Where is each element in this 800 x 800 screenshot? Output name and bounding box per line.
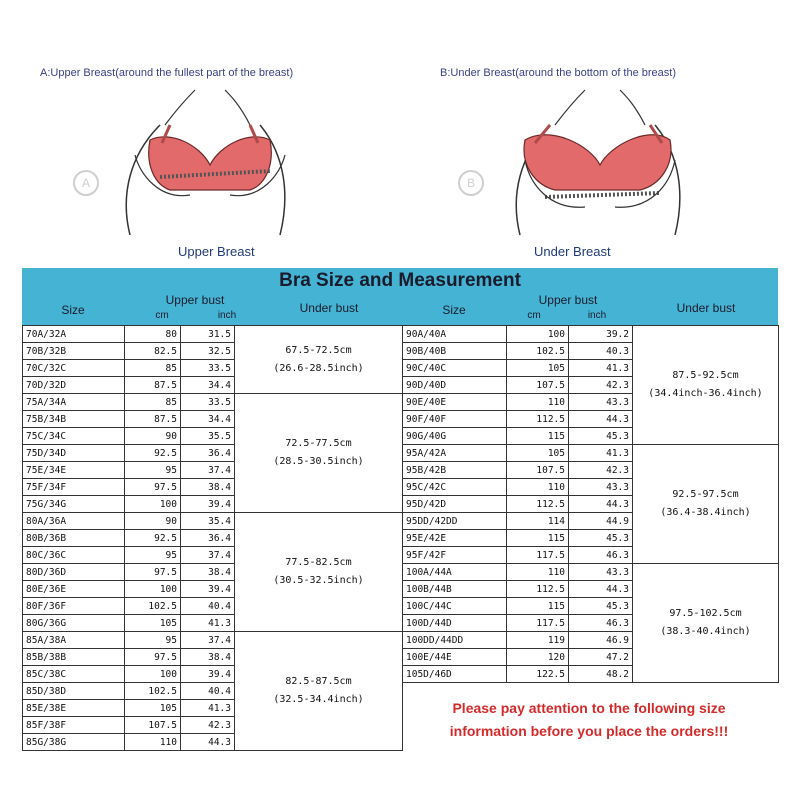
upper-bust-cm-cell: 110 [507,479,569,496]
upper-bust-inch-cell: 45.3 [569,530,633,547]
under-bust-line: 97.5-102.5cm [669,608,742,619]
size-cell: 75A/34A [23,394,125,411]
size-cell: 75C/34C [23,428,125,445]
upper-bust-inch-cell: 45.3 [569,598,633,615]
size-table-right [402,325,779,683]
header-size-right: Size [442,303,466,317]
size-cell: 70C/32C [23,360,125,377]
upper-bust-cm-cell: 115 [507,530,569,547]
upper-bust-cm-cell: 102.5 [125,683,181,700]
upper-bust-inch-cell: 48.2 [569,666,633,683]
upper-bust-inch-cell: 44.9 [569,513,633,530]
upper-bust-inch-cell: 41.3 [569,360,633,377]
upper-bust-inch-cell: 34.4 [181,411,235,428]
size-cell: 100C/44C [403,598,507,615]
upper-bust-inch-cell: 42.3 [569,377,633,394]
under-bust-line: (34.4inch-36.4inch) [648,388,763,399]
size-cell: 70B/32B [23,343,125,360]
size-cell: 95B/42B [403,462,507,479]
upper-bust-cm-cell: 95 [125,632,181,649]
table-row [403,326,779,343]
upper-bust-cm-cell: 92.5 [125,445,181,462]
upper-bust-cm-cell: 97.5 [125,479,181,496]
size-cell: 85F/38F [23,717,125,734]
upper-bust-cm-cell: 90 [125,513,181,530]
caption-upper-breast: A:Upper Breast(around the fullest part of the breast) [40,67,294,79]
upper-bust-cm-cell: 117.5 [507,547,569,564]
table-row [23,394,403,411]
upper-bust-inch-cell: 47.2 [569,649,633,666]
under-bust-line: 67.5-72.5cm [285,344,352,356]
upper-bust-cm-cell: 87.5 [125,377,181,394]
upper-bust-cm-cell: 102.5 [125,598,181,615]
under-bust-line: (30.5-32.5inch) [273,575,364,586]
size-cell: 75E/34E [23,462,125,479]
notice-line-1: Please pay attention to the following size [452,700,726,716]
upper-bust-cm-cell: 110 [507,394,569,411]
size-cell: 100A/44A [403,564,507,581]
upper-bust-cm-cell: 105 [507,360,569,377]
upper-bust-inch-cell: 35.4 [181,513,235,530]
header-upper-bust-right: Upper bust [538,293,598,307]
size-cell: 90F/40F [403,411,507,428]
under-bust-line: (28.5-30.5inch) [273,456,364,467]
size-cell: 95F/42F [403,547,507,564]
size-cell: 80E/36E [23,581,125,598]
upper-bust-cm-cell: 97.5 [125,564,181,581]
caption-under-breast: B:Under Breast(around the bottom of the breast) [440,67,677,79]
badge-a-icon: A [73,170,99,196]
size-cell: 85A/38A [23,632,125,649]
header-under-bust-right: Under bust [676,301,736,315]
upper-bust-cm-cell: 87.5 [125,411,181,428]
upper-breast-illustration [100,85,310,235]
under-bust-line: 92.5-97.5cm [672,489,739,500]
size-cell: 80D/36D [23,564,125,581]
size-cell: 90D/40D [403,377,507,394]
upper-bust-cm-cell: 105 [125,700,181,717]
upper-bust-cm-cell: 119 [507,632,569,649]
size-cell: 85B/38B [23,649,125,666]
label-upper-breast: Upper Breast [178,244,255,259]
upper-bust-cm-cell: 90 [125,428,181,445]
size-cell: 105D/46D [403,666,507,683]
under-bust-line: (32.5-34.4inch) [273,694,364,705]
under-bust-cell [235,394,403,513]
upper-bust-inch-cell: 38.4 [181,564,235,581]
upper-bust-cm-cell: 102.5 [507,343,569,360]
upper-bust-cm-cell: 92.5 [125,530,181,547]
upper-bust-inch-cell: 44.3 [569,496,633,513]
upper-bust-cm-cell: 107.5 [507,377,569,394]
upper-bust-cm-cell: 105 [507,445,569,462]
upper-bust-cm-cell: 100 [125,496,181,513]
upper-bust-inch-cell: 41.3 [569,445,633,462]
upper-bust-inch-cell: 38.4 [181,479,235,496]
header-cm-left: cm [155,310,169,321]
size-cell: 95D/42D [403,496,507,513]
upper-bust-cm-cell: 107.5 [125,717,181,734]
under-breast-illustration [490,85,705,235]
upper-bust-inch-cell: 44.3 [569,581,633,598]
under-bust-cell [235,632,403,751]
size-cell: 95A/42A [403,445,507,462]
upper-bust-inch-cell: 44.3 [569,411,633,428]
table-row [23,326,403,343]
upper-bust-cm-cell: 85 [125,394,181,411]
size-cell: 80C/36C [23,547,125,564]
table-header [22,268,778,325]
size-cell: 100DD/44DD [403,632,507,649]
upper-bust-cm-cell: 110 [507,564,569,581]
upper-bust-cm-cell: 100 [125,581,181,598]
size-cell: 100D/44D [403,615,507,632]
under-bust-cell [633,564,779,683]
upper-bust-inch-cell: 46.3 [569,615,633,632]
size-cell: 100B/44B [403,581,507,598]
upper-bust-inch-cell: 32.5 [181,343,235,360]
size-cell: 75D/34D [23,445,125,462]
upper-bust-inch-cell: 38.4 [181,649,235,666]
upper-bust-cm-cell: 112.5 [507,411,569,428]
upper-bust-cm-cell: 114 [507,513,569,530]
upper-bust-cm-cell: 120 [507,649,569,666]
size-cell: 90E/40E [403,394,507,411]
header-inch-left: inch [217,310,237,321]
under-bust-line: 87.5-92.5cm [672,370,739,381]
header-size-left: Size [61,303,85,317]
upper-bust-inch-cell: 41.3 [181,700,235,717]
size-cell: 80G/36G [23,615,125,632]
upper-bust-cm-cell: 115 [507,598,569,615]
size-cell: 85G/38G [23,734,125,751]
upper-bust-inch-cell: 42.3 [181,717,235,734]
upper-bust-cm-cell: 85 [125,360,181,377]
under-bust-line: (38.3-40.4inch) [660,626,751,637]
upper-bust-inch-cell: 40.4 [181,598,235,615]
under-bust-cell [235,326,403,394]
upper-bust-cm-cell: 122.5 [507,666,569,683]
upper-bust-cm-cell: 97.5 [125,649,181,666]
upper-bust-cm-cell: 100 [125,666,181,683]
upper-bust-inch-cell: 43.3 [569,479,633,496]
upper-bust-cm-cell: 105 [125,615,181,632]
table-row [23,513,403,530]
size-cell: 85D/38D [23,683,125,700]
upper-bust-inch-cell: 46.9 [569,632,633,649]
header-cm-right: cm [527,310,541,321]
header-under-bust-left: Under bust [299,301,359,315]
size-cell: 75B/34B [23,411,125,428]
table-row [23,632,403,649]
upper-bust-inch-cell: 37.4 [181,632,235,649]
badge-b-icon: B [458,170,484,196]
header-upper-bust-left: Upper bust [165,293,225,307]
size-cell: 85C/38C [23,666,125,683]
upper-bust-inch-cell: 41.3 [181,615,235,632]
upper-bust-cm-cell: 95 [125,462,181,479]
size-cell: 75F/34F [23,479,125,496]
table-row [403,445,779,462]
upper-bust-inch-cell: 33.5 [181,394,235,411]
upper-bust-inch-cell: 37.4 [181,547,235,564]
upper-bust-inch-cell: 39.4 [181,496,235,513]
upper-bust-cm-cell: 82.5 [125,343,181,360]
upper-bust-inch-cell: 33.5 [181,360,235,377]
size-cell: 70A/32A [23,326,125,343]
upper-bust-inch-cell: 39.4 [181,666,235,683]
upper-bust-inch-cell: 31.5 [181,326,235,343]
upper-bust-inch-cell: 39.2 [569,326,633,343]
upper-bust-inch-cell: 44.3 [181,734,235,751]
under-bust-cell [235,513,403,632]
size-cell: 90A/40A [403,326,507,343]
upper-bust-cm-cell: 112.5 [507,581,569,598]
size-cell: 100E/44E [403,649,507,666]
table-title: Bra Size and Measurement [279,270,521,291]
upper-bust-inch-cell: 46.3 [569,547,633,564]
upper-bust-inch-cell: 37.4 [181,462,235,479]
size-table-left [22,325,403,751]
upper-bust-cm-cell: 117.5 [507,615,569,632]
upper-bust-cm-cell: 100 [507,326,569,343]
upper-bust-cm-cell: 95 [125,547,181,564]
size-cell: 90C/40C [403,360,507,377]
size-cell: 80A/36A [23,513,125,530]
upper-bust-inch-cell: 43.3 [569,564,633,581]
under-bust-line: 72.5-77.5cm [285,438,352,449]
size-cell: 90G/40G [403,428,507,445]
under-bust-line: (36.4-38.4inch) [660,507,751,518]
upper-bust-inch-cell: 40.4 [181,683,235,700]
size-cell: 90B/40B [403,343,507,360]
size-cell: 80F/36F [23,598,125,615]
upper-bust-cm-cell: 107.5 [507,462,569,479]
upper-bust-inch-cell: 36.4 [181,530,235,547]
upper-bust-cm-cell: 112.5 [507,496,569,513]
under-bust-cell [633,445,779,564]
under-bust-line: 77.5-82.5cm [285,557,352,568]
upper-bust-inch-cell: 36.4 [181,445,235,462]
upper-bust-inch-cell: 45.3 [569,428,633,445]
size-cell: 80B/36B [23,530,125,547]
upper-bust-inch-cell: 42.3 [569,462,633,479]
under-bust-line: (26.6-28.5inch) [273,362,364,374]
size-cell: 95C/42C [403,479,507,496]
under-bust-cell [633,326,779,445]
under-bust-line: 82.5-87.5cm [285,676,352,687]
upper-bust-inch-cell: 35.5 [181,428,235,445]
label-under-breast: Under Breast [534,244,611,259]
upper-bust-inch-cell: 34.4 [181,377,235,394]
upper-bust-cm-cell: 110 [125,734,181,751]
size-cell: 85E/38E [23,700,125,717]
table-row [403,564,779,581]
upper-bust-cm-cell: 80 [125,326,181,343]
size-cell: 75G/34G [23,496,125,513]
size-cell: 95DD/42DD [403,513,507,530]
upper-bust-inch-cell: 43.3 [569,394,633,411]
size-cell: 70D/32D [23,377,125,394]
header-inch-right: inch [587,310,607,321]
upper-bust-cm-cell: 115 [507,428,569,445]
upper-bust-inch-cell: 39.4 [181,581,235,598]
size-cell: 95E/42E [403,530,507,547]
order-notice [402,697,776,743]
notice-line-2: information before you place the orders!!! [449,723,729,739]
upper-bust-inch-cell: 40.3 [569,343,633,360]
